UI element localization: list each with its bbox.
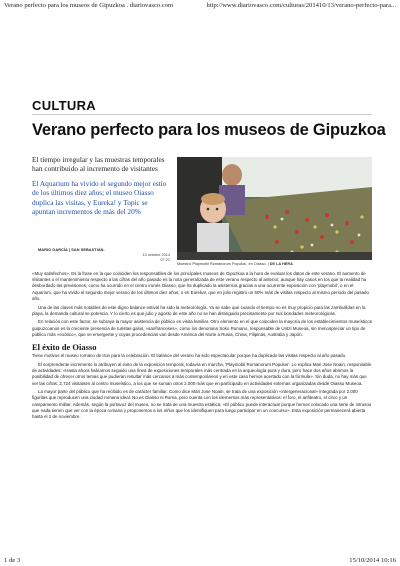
article-dateline xyxy=(132,253,170,263)
article-headline: Verano perfecto para los museos de Gipuzkoa xyxy=(32,121,386,139)
body-paragraph: Tiene motivos el museo romano de Irun para la celebración. El balance del verano ha sido espectacular porque ha duplicado las visitas respecto al año pasado. xyxy=(32,353,347,359)
article-time: 07:21 xyxy=(160,258,170,262)
body-paragraph: «Muy satisfechos». Es la frase en la que coinciden los responsables de los principales museos de Gipuzkoa a la hora de evaluar los datos de este verano. El aumento de visitantes o el mantenimiento respecto a las cifras del año pasado es la nota generalizada de este verano respecto al anterior, aunque hay casos en los que la realidad ha desbordado las previsiones, como ha ocurrido en el centro irunés Oiasso, que ha duplicado la asistencia gracias a una ocurrente exposición con 'playmobil', o en el Aquarium, que ha vivido el segundo mejor verano de los últimos diez años, o en Eureka!, que en julio registró un 50% más de visitas respecto al mismo periodo del pasado año. xyxy=(32,271,369,301)
print-title: Verano perfecto para los museos de Gipuzkoa . diariovasco.com xyxy=(4,2,174,9)
print-header xyxy=(4,2,396,9)
body-paragraph: El sorprendente incremento lo atribuyen al éxito de la exposición temporal, todavía en marcha, 'Playmobil Romanorum Populus'. Lo explica Mari Jose Noain, responsable de actividades: «Hasta ahora habíamos seguido una línea de exposiciones temporales más centrada en la arqueología pura y dura, pero hace dos años abrimos la posibilidad de ofrecer otros temas que pudieran resultar más cercanos a más contemporáneos y en este caso hemos acertado con la fórmula». Sin duda, no hay más que ver las cifras: 2.724 visitantes al centro museístico, a los que se suman otros 2.000 más que en participado en actividades externas organizadas desde Oiasso Museoa. xyxy=(32,361,372,386)
body-paragraph: En relación con este factor, se subraya la mayor asistencia de público en visita familiar. Otro elemento en el que coinciden la mayoría de los establecimientos museísticos guipuzcoanos es la creciente presencia de turistas galos, «sanfranceses», como los denomina Soko Romano, responsable de Untzi Museoa, sin menospreciar un tipo de público más «exótico», que ve emergente y cuyas procedencias van desde América del Norte a Rusia, China, Filipinas, Australia y Japón. xyxy=(32,319,372,337)
section-label[interactable]: CULTURA xyxy=(32,98,96,113)
print-footer xyxy=(4,557,396,564)
print-url[interactable]: http://www.diariovasco.com/culturas/201410/13/verano-perfecto-para... xyxy=(206,2,396,9)
page-count: 1 de 3 xyxy=(4,557,21,564)
body-paragraph: Una de las claves más notables de este digno balance estival ha sido la meteorología. Ya se sabe que cuando el tiempo no es muy propicio para las zambullidas en la playa, la demanda cultural se potencia. Y lo cierto es que julio y agosto de este año no se han distinguido precisamente por sus bondades meteorológicas. xyxy=(32,304,366,316)
photo-caption-text: Muestra 'Playmobil Romanorum Populus', en Oiasso. | xyxy=(177,262,269,266)
photo-credit: DE LA HERA xyxy=(269,262,293,266)
section-divider xyxy=(32,114,372,115)
article-byline: MARIO GARCÍA | SAN SEBASTIÁN. xyxy=(38,248,105,252)
article-subtitle: El tiempo irregular y las muestras temporales han contribuido al incremento de visitantes xyxy=(32,155,165,174)
article-photo[interactable] xyxy=(177,157,372,260)
article-highlight: El Aquarium ha vivido el segundo mejor estío de los últimos diez años; el museo Oiasso duplica las visitas, y Eureka! y Topic se apuntan incrementos de más del 20% xyxy=(32,179,167,216)
article-subheading: El éxito de Oiasso xyxy=(32,342,97,353)
print-timestamp: 15/10/2014 10:16 xyxy=(349,557,396,564)
article-body xyxy=(32,271,372,423)
photo-caption xyxy=(177,262,372,266)
article-date: 13 octubre 2014 xyxy=(142,253,170,257)
photo-illustration xyxy=(177,157,372,260)
body-paragraph: La mayor parte del público que ha recibido es de carácter familiar. Como dice Mari Jose Noain, se trata de una exposición «intergeneracional» integrada por 2.000 figuritas que reproducen una ciudad romana ideal. No es Oiasso ni Roma, pero cuenta con los elementos más representativos: el foro, el anfiteatro, el circo y un campamento militar. Además, según la portavoz del museo, no se trata de una muestra estática: «El público puede interactuar porque hemos colocado una serie de intrusos que nada tienen que ver con la época romana y proponemos a los niños que los identifiquen para luego participar en un concurso». Esta exposición permanecerá abierta hasta el 2 de noviembre. xyxy=(32,389,372,420)
